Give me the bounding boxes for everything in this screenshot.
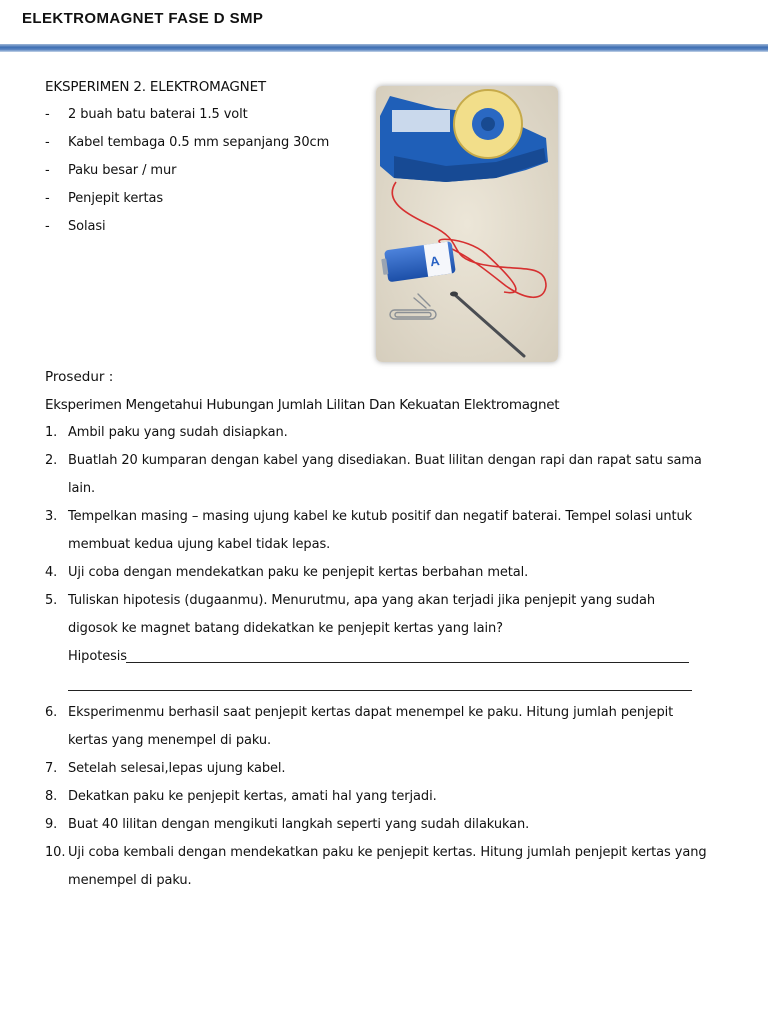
step-text: Tempelkan masing – masing ujung kabel ke kutub positif dan negatif baterai. Tempel solasi untuk [68,509,693,524]
step-3 [45,509,705,537]
step-9 [45,817,705,845]
step-text: Buatlah 20 kumparan dengan kabel yang disediakan. Buat lilitan dengan rapi dan rapat satu sama [68,453,702,468]
step-1 [45,425,705,453]
step-5-continuation [45,621,705,649]
materials-list [45,107,329,247]
hypothesis-answer-line[interactable] [126,662,689,663]
step-4 [45,565,705,593]
hypothesis-answer-line-2[interactable] [68,690,692,691]
procedure-subtitle: Eksperimen Mengetahui Hubungan Jumlah Lilitan Dan Kekuatan Elektromagnet [45,397,560,413]
step-6-continuation [45,733,705,761]
step-3-continuation [45,537,705,565]
step-number: 7. [45,761,58,776]
materials-photo-illustration [376,86,558,362]
step-number: 4. [45,565,58,580]
step-text: menempel di paku. [68,873,192,888]
step-6 [45,705,705,733]
step-2-continuation [45,481,705,509]
step-2 [45,453,705,481]
step-text: Setelah selesai,lepas ujung kabel. [68,761,286,776]
step-text: Ambil paku yang sudah disiapkan. [68,425,288,440]
procedure-label: Prosedur : [45,369,114,385]
material-item: - Solasi [45,219,106,234]
step-text: Eksperimenmu berhasil saat penjepit kertas dapat menempel ke paku. Hitung jumlah penjepit [68,705,674,720]
step-5 [45,593,705,621]
step-10-continuation [45,873,705,901]
step-8 [45,789,705,817]
step-10 [45,845,705,873]
step-text: Uji coba dengan mendekatkan paku ke penjepit kertas berbahan metal. [68,565,529,580]
step-text: Uji coba kembali dengan mendekatkan paku ke penjepit kertas. Hitung jumlah penjepit kertas yang [68,845,707,860]
experiment-title: EKSPERIMEN 2. ELEKTROMAGNET [45,79,266,95]
hypothesis-label: Hipotesis [68,649,127,664]
header-divider [0,44,768,52]
battery-brand-label: A [429,253,441,270]
step-text: membuat kedua ujung kabel tidak lepas. [68,537,331,552]
material-item: - Penjepit kertas [45,191,164,206]
header-title: ELEKTROMAGNET FASE D SMP [22,10,264,27]
step-number: 6. [45,705,58,720]
step-number: 9. [45,817,58,832]
step-text: Tuliskan hipotesis (dugaanmu). Menurutmu, apa yang akan terjadi jika penjepit yang sudah [68,593,656,608]
step-number: 10. [45,845,66,860]
step-number: 5. [45,593,58,608]
step-text: digosok ke magnet batang didekatkan ke penjepit kertas yang lain? [68,621,503,636]
step-7 [45,761,705,789]
step-number: 2. [45,453,58,468]
step-text: lain. [68,481,96,496]
step-text: Buat 40 lilitan dengan mengikuti langkah seperti yang sudah dilakukan. [68,817,530,832]
hypothesis-row [45,649,705,677]
step-number: 1. [45,425,58,440]
material-item: - Kabel tembaga 0.5 mm sepanjang 30cm [45,135,330,150]
step-number: 3. [45,509,58,524]
step-number: 8. [45,789,58,804]
material-item: - Paku besar / mur [45,163,177,178]
step-text: kertas yang menempel di paku. [68,733,272,748]
material-item: - 2 buah batu baterai 1.5 volt [45,107,248,122]
step-text: Dekatkan paku ke penjepit kertas, amati hal yang terjadi. [68,789,437,804]
materials-photo [376,86,558,362]
procedure-steps [45,425,705,901]
hypothesis-row-2 [45,677,705,705]
